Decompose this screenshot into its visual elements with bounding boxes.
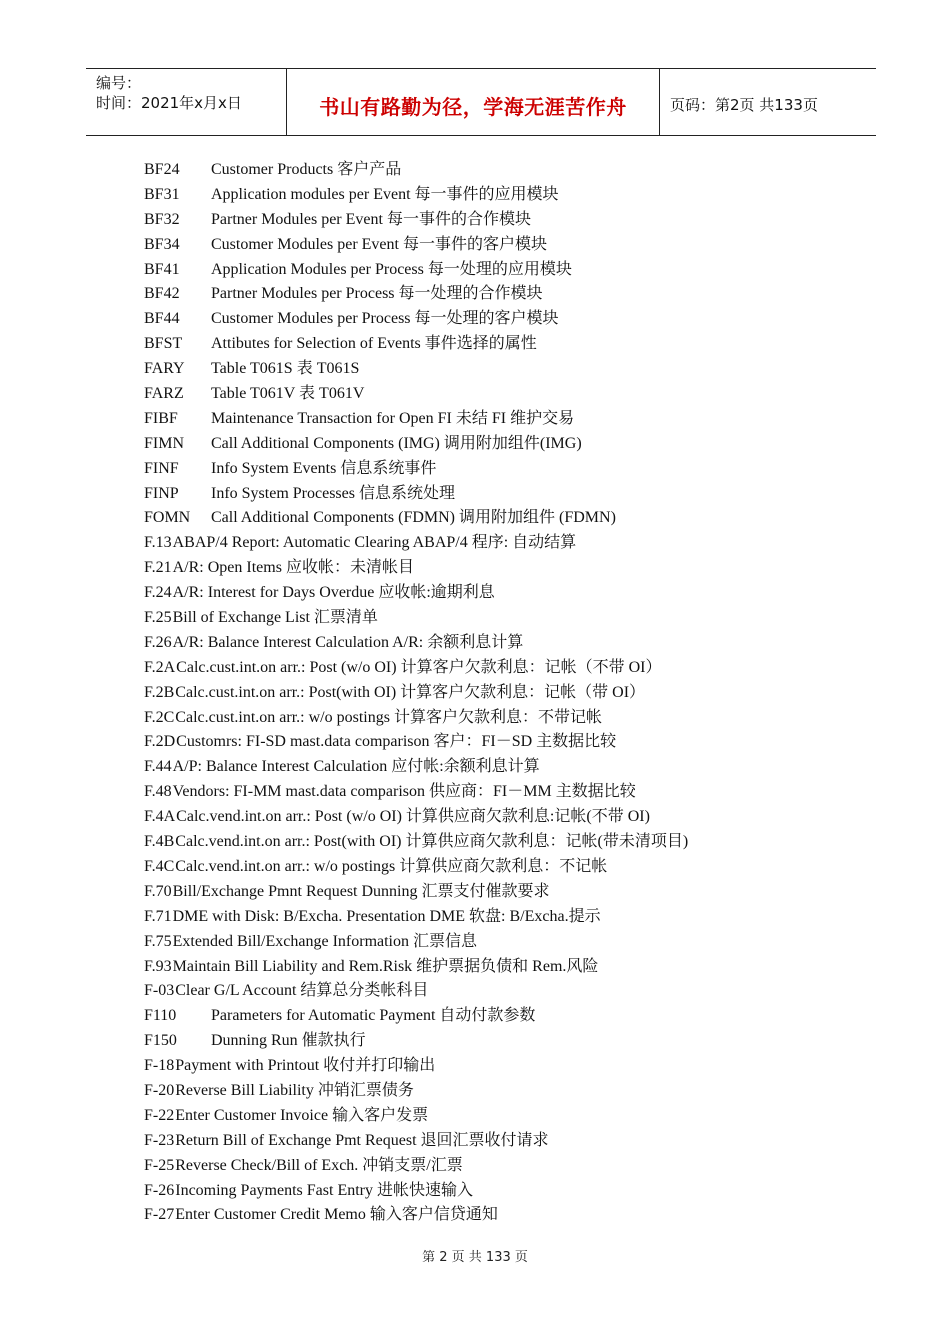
list-item [144,780,864,805]
transaction-description: Vendors: FI-MM mast.data comparison 供应商：FI－MM 主数据比较 [172,783,636,801]
list-item [144,183,864,208]
list-item [144,233,864,258]
list-item [144,1079,864,1104]
transaction-code: FIBF [144,409,178,427]
transaction-description: Enter Customer Invoice 输入客户发票 [175,1106,429,1124]
list-item [144,307,864,332]
transaction-description: Application modules per Event 每一事件的应用模块 [211,185,559,203]
transaction-code: F-25 [144,1156,175,1174]
transaction-description: Enter Customer Credit Memo 输入客户信贷通知 [175,1206,498,1224]
transaction-code-list [144,158,864,1228]
transaction-description: Dunning Run 催款执行 [211,1032,366,1050]
list-item [144,1203,864,1228]
transaction-description: Partner Modules per Event 每一事件的合作模块 [211,210,531,228]
transaction-code: BF41 [144,260,180,278]
list-item [144,880,864,905]
transaction-code: F.21 [144,559,172,577]
transaction-description: Table T061S 表 T061S [211,360,360,378]
transaction-code: F-20 [144,1081,175,1099]
transaction-description: ABAP/4 Report: Automatic Clearing ABAP/4 程序: 自动结算 [172,534,577,552]
transaction-description: A/R: Balance Interest Calculation A/R: 余额利息计算 [172,633,524,651]
list-item [144,556,864,581]
list-item [144,482,864,507]
list-item [144,357,864,382]
list-item [144,755,864,780]
list-item [144,457,864,482]
transaction-description: Call Additional Components (IMG) 调用附加组件(IMG) [211,434,582,452]
transaction-description: Customer Modules per Process 每一处理的客户模块 [211,310,559,328]
transaction-code: F-03 [144,982,175,1000]
transaction-description: A/R: Interest for Days Overdue 应收帐:逾期利息 [172,584,495,602]
transaction-description: Calc.cust.int.on arr.: Post (w/o OI) 计算客户欠款利息：记帐（不带 OI） [176,658,662,676]
list-item [144,1129,864,1154]
list-item [144,506,864,531]
header-motto: 书山有路勤为径，学海无涯苦作舟 [319,94,627,119]
list-item [144,631,864,656]
transaction-code: BF42 [144,285,180,303]
transaction-description: Calc.vend.int.on arr.: w/o postings 计算供应商欠款利息：不记帐 [175,857,608,875]
list-item [144,905,864,930]
list-item [144,1179,864,1204]
transaction-code: F.2C [144,708,175,726]
transaction-code: FINF [144,459,179,477]
transaction-code: F.75 [144,932,172,950]
page-header [86,68,876,136]
document-number-label: 编号： [96,74,142,92]
list-item [144,706,864,731]
transaction-description: Calc.vend.int.on arr.: Post (w/o OI) 计算供应商欠款利息:记帐(不带 OI) [176,808,650,826]
transaction-code: FOMN [144,509,191,527]
list-item [144,531,864,556]
transaction-description: Attibutes for Selection of Events 事件选择的属性 [211,335,537,353]
header-motto-cell [287,69,660,135]
transaction-code: F150 [144,1032,177,1050]
transaction-description: Table T061V 表 T061V [211,385,365,403]
transaction-description: Bill of Exchange List 汇票清单 [172,609,378,627]
list-item [144,1029,864,1054]
transaction-description: Reverse Bill Liability 冲销汇票债务 [175,1081,414,1099]
transaction-code: BF24 [144,161,180,178]
transaction-description: DME with Disk: B/Excha. Presentation DME 软盘: B/Excha.提示 [172,907,601,925]
transaction-code: F.4B [144,833,175,851]
list-item [144,955,864,980]
list-item [144,258,864,283]
transaction-description: Info System Events 信息系统事件 [211,459,437,477]
transaction-code: F-18 [144,1057,175,1075]
list-item [144,158,864,183]
list-item [144,681,864,706]
transaction-code: F.24 [144,584,172,602]
transaction-description: Call Additional Components (FDMN) 调用附加组件 (FDMN) [211,509,616,527]
list-item [144,282,864,307]
transaction-code: FARZ [144,385,184,403]
transaction-code: F.4C [144,857,175,875]
transaction-code: F-26 [144,1181,175,1199]
transaction-code: F.48 [144,783,172,801]
transaction-description: Parameters for Automatic Payment 自动付款参数 [211,1007,536,1025]
transaction-description: Clear G/L Account 结算总分类帐科目 [175,982,429,1000]
transaction-code: F.71 [144,907,172,925]
list-item [144,930,864,955]
transaction-code: BF32 [144,210,180,228]
transaction-code: F.44 [144,758,172,776]
transaction-description: A/R: Open Items 应收帐：未清帐目 [172,559,414,577]
page-footer: 第 2 页 共 133 页 [422,1250,528,1265]
list-item [144,208,864,233]
transaction-code: F-22 [144,1106,175,1124]
transaction-code: FARY [144,360,185,378]
list-item [144,581,864,606]
transaction-code: F-23 [144,1131,175,1149]
transaction-code: F.13 [144,534,172,552]
transaction-description: Maintain Bill Liability and Rem.Risk 维护票据负债和 Rem.风险 [172,957,599,975]
list-item [144,830,864,855]
transaction-code: F.4A [144,808,176,826]
list-item [144,730,864,755]
transaction-description: A/P: Balance Interest Calculation 应付帐:余额利息计算 [172,758,540,776]
transaction-code: F.93 [144,957,172,975]
transaction-description: Extended Bill/Exchange Information 汇票信息 [172,932,478,950]
transaction-description: Customer Modules per Event 每一事件的客户模块 [211,235,547,253]
list-item [144,1104,864,1129]
transaction-code: FINP [144,484,179,502]
list-item [144,332,864,357]
transaction-description: Customer Products 客户产品 [211,161,402,178]
transaction-code: BF31 [144,185,180,203]
header-meta [86,69,287,135]
list-item [144,855,864,880]
transaction-code: F110 [144,1007,177,1025]
document-date-label: 时间：2021年x月x日 [96,94,242,112]
transaction-code: F.26 [144,633,172,651]
list-item [144,432,864,457]
list-item [144,606,864,631]
transaction-code: F.2A [144,658,176,676]
transaction-description: Return Bill of Exchange Pmt Request 退回汇票收付请求 [175,1131,549,1149]
transaction-description: Incoming Payments Fast Entry 进帐快速输入 [175,1181,473,1199]
transaction-description: Calc.vend.int.on arr.: Post(with OI) 计算供应商欠款利息：记帐(带未清项目) [175,833,689,851]
list-item [144,656,864,681]
header-page-info: 页码：第2页 共133页 [670,95,818,114]
transaction-code: F.2D [144,733,176,751]
transaction-description: Maintenance Transaction for Open FI 未结 FI 维护交易 [211,409,575,427]
transaction-code: F.70 [144,882,172,900]
list-item [144,1054,864,1079]
transaction-description: Reverse Check/Bill of Exch. 冲销支票/汇票 [175,1156,463,1174]
transaction-description: Customrs: FI-SD mast.data comparison 客户：FI－SD 主数据比较 [176,733,617,751]
transaction-description: Bill/Exchange Pmnt Request Dunning 汇票支付催款要求 [172,882,550,900]
transaction-description: Partner Modules per Process 每一处理的合作模块 [211,285,543,303]
transaction-code: BF34 [144,235,180,253]
list-item [144,1154,864,1179]
transaction-description: Calc.cust.int.on arr.: w/o postings 计算客户欠款利息：不带记帐 [175,708,602,726]
transaction-code: F-27 [144,1206,175,1224]
transaction-code: F.25 [144,609,172,627]
transaction-description: Info System Processes 信息系统处理 [211,484,455,502]
list-item [144,805,864,830]
transaction-code: FIMN [144,434,185,452]
transaction-description: Calc.cust.int.on arr.: Post(with OI) 计算客户欠款利息：记帐（带 OI） [175,683,646,701]
transaction-description: Application Modules per Process 每一处理的应用模块 [211,260,572,278]
transaction-description: Payment with Printout 收付并打印输出 [175,1057,436,1075]
transaction-code: F.2B [144,683,175,701]
transaction-code: BF44 [144,310,180,328]
list-item [144,407,864,432]
list-item [144,1004,864,1029]
list-item [144,382,864,407]
list-item [144,979,864,1004]
transaction-code: BFST [144,335,183,353]
